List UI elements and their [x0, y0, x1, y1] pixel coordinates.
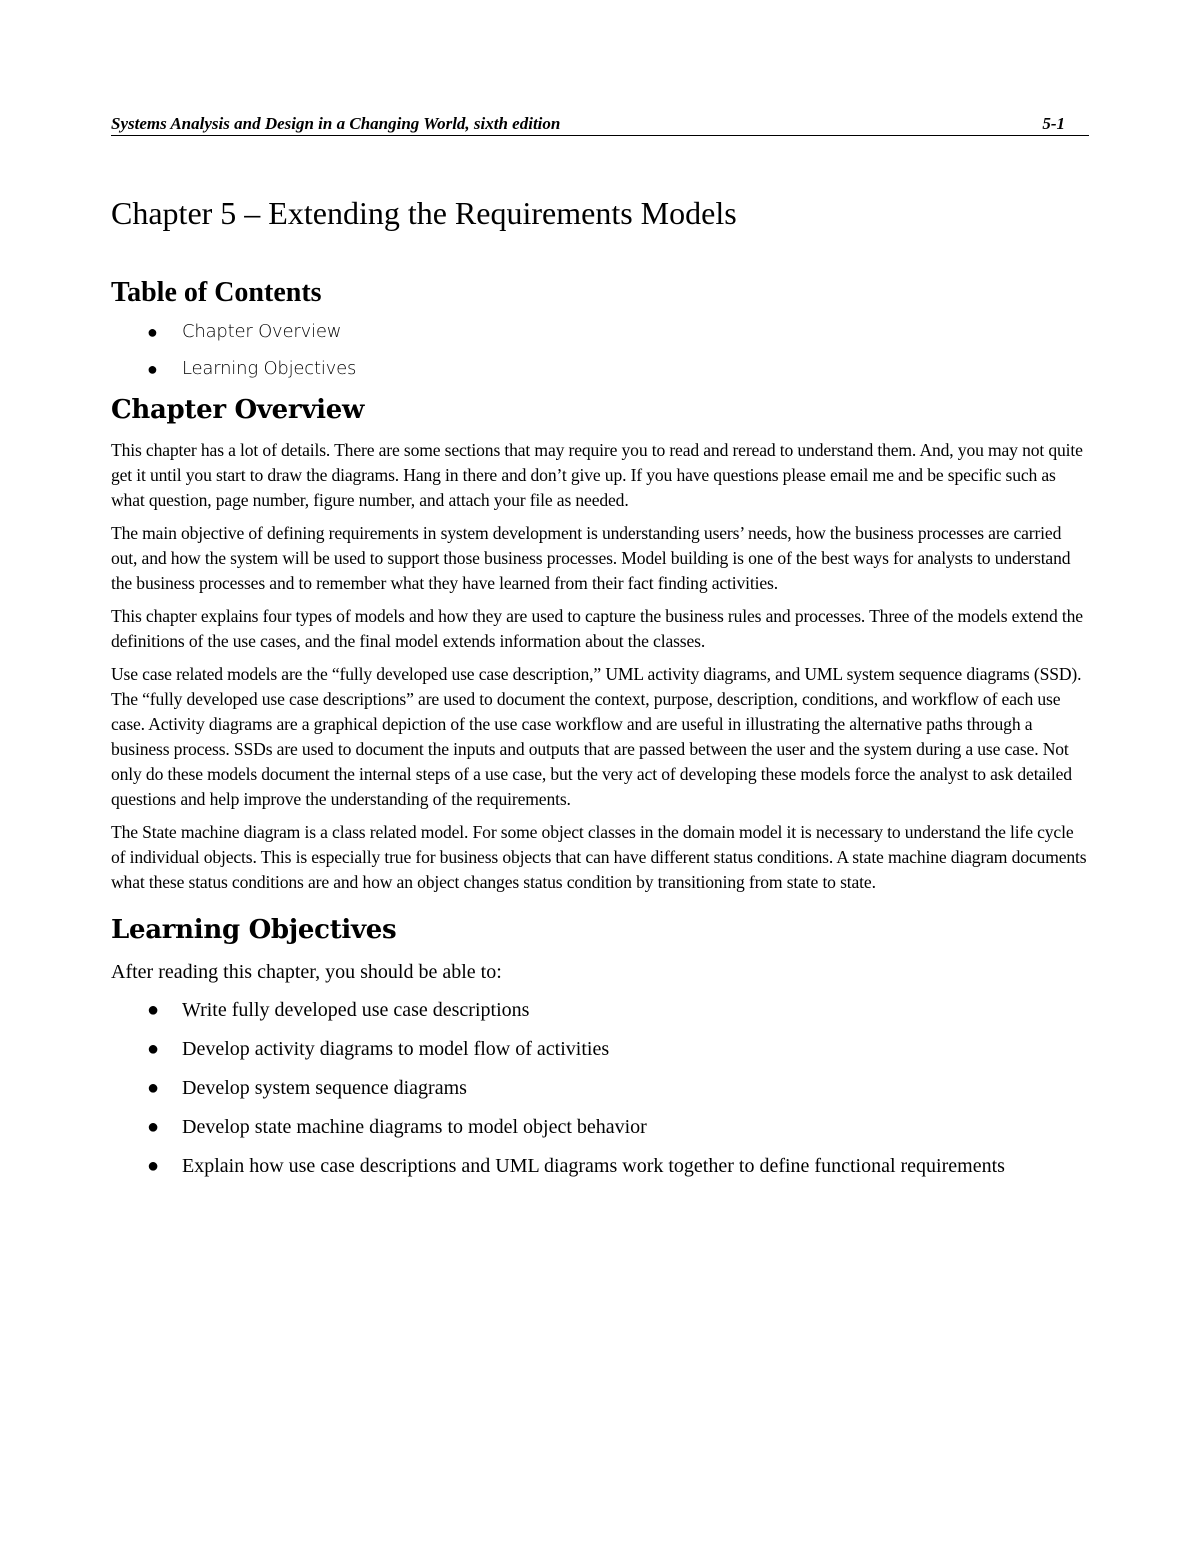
- toc-item-label: Chapter Overview: [182, 320, 342, 342]
- book-title: Systems Analysis and Design in a Changing World, sixth edition: [111, 114, 561, 133]
- overview-paragraph: The main objective of defining requirements in system development is understanding users’ needs, how the business processes are carried out, and how the system will be used to support those business processes. Model building is one of the best ways for analysts to understand the business processes and to remember what they have learned from their fact finding activities.: [111, 523, 1071, 594]
- bullet-icon: ●: [147, 321, 158, 342]
- toc-item[interactable]: [111, 320, 1089, 344]
- objective-item: [111, 997, 1089, 1023]
- objective-text: Write fully developed use case descriptions: [182, 999, 530, 1022]
- objective-text: Develop system sequence diagrams: [182, 1077, 467, 1100]
- objective-item: [111, 1075, 1089, 1101]
- toc-heading: Table of Contents: [111, 277, 322, 309]
- bullet-icon: ●: [147, 999, 160, 1022]
- bullet-icon: ●: [147, 1155, 160, 1178]
- overview-paragraph: This chapter explains four types of models and how they are used to capture the business rules and processes. Three of the models extend the definitions of the use cases, and the final model extends information about the classes.: [111, 606, 1083, 652]
- toc-list: [111, 320, 1089, 381]
- overview-paragraph: The State machine diagram is a class related model. For some object classes in the domain model it is necessary to understand the life cycle of individual objects. This is especially true for business objects that can have different status conditions. A state machine diagram documents what these status conditions are and how an object changes status condition by transitioning from state to state.: [111, 822, 1087, 893]
- objective-text: Explain how use case descriptions and UML diagrams work together to define functional requirements: [182, 1155, 1005, 1178]
- running-header: [111, 112, 1089, 136]
- objective-item: [111, 1153, 1089, 1179]
- chapter-title: Chapter 5 – Extending the Requirements Models: [111, 195, 737, 231]
- bullet-icon: ●: [147, 358, 158, 379]
- overview-paragraph: Use case related models are the “fully developed use case description,” UML activity diagrams, and UML system sequence diagrams (SSD). The “fully developed use case descriptions” are used to document the context, purpose, description, conditions, and workflow of each use case. Activity diagrams are a graphical depiction of the use case workflow and are useful in illustrating the alternative paths through a business process. SSDs are used to document the inputs and outputs that are passed between the user and the system during a use case. Not only do these models document the internal steps of a use case, but the very act of developing these models force the analyst to ask detailed questions and help improve the understanding of the requirements.: [111, 664, 1082, 810]
- page-number: 5-1: [1042, 114, 1065, 133]
- objective-text: Develop activity diagrams to model flow of activities: [182, 1038, 610, 1061]
- objective-text: Develop state machine diagrams to model object behavior: [182, 1116, 647, 1139]
- bullet-icon: ●: [147, 1116, 160, 1139]
- overview-paragraph: This chapter has a lot of details. There are some sections that may require you to read and reread to understand them. And, you may not quite get it until you start to draw the diagrams. Hang in there and don’t give up. If you have questions please email me and be specific such as what question, page number, figure number, and attach your file as needed.: [111, 440, 1083, 511]
- bullet-icon: ●: [147, 1038, 160, 1061]
- objective-item: [111, 1036, 1089, 1062]
- objective-item: [111, 1114, 1089, 1140]
- toc-item-label: Learning Objectives: [182, 357, 357, 379]
- document-page: [111, 112, 1089, 1179]
- chapter-overview-heading: Chapter Overview: [111, 394, 365, 425]
- learning-objectives-heading: Learning Objectives: [111, 915, 397, 946]
- objectives-list: [111, 997, 1089, 1179]
- toc-item[interactable]: [111, 357, 1089, 381]
- objectives-intro: After reading this chapter, you should be able to:: [111, 961, 502, 984]
- bullet-icon: ●: [147, 1077, 160, 1100]
